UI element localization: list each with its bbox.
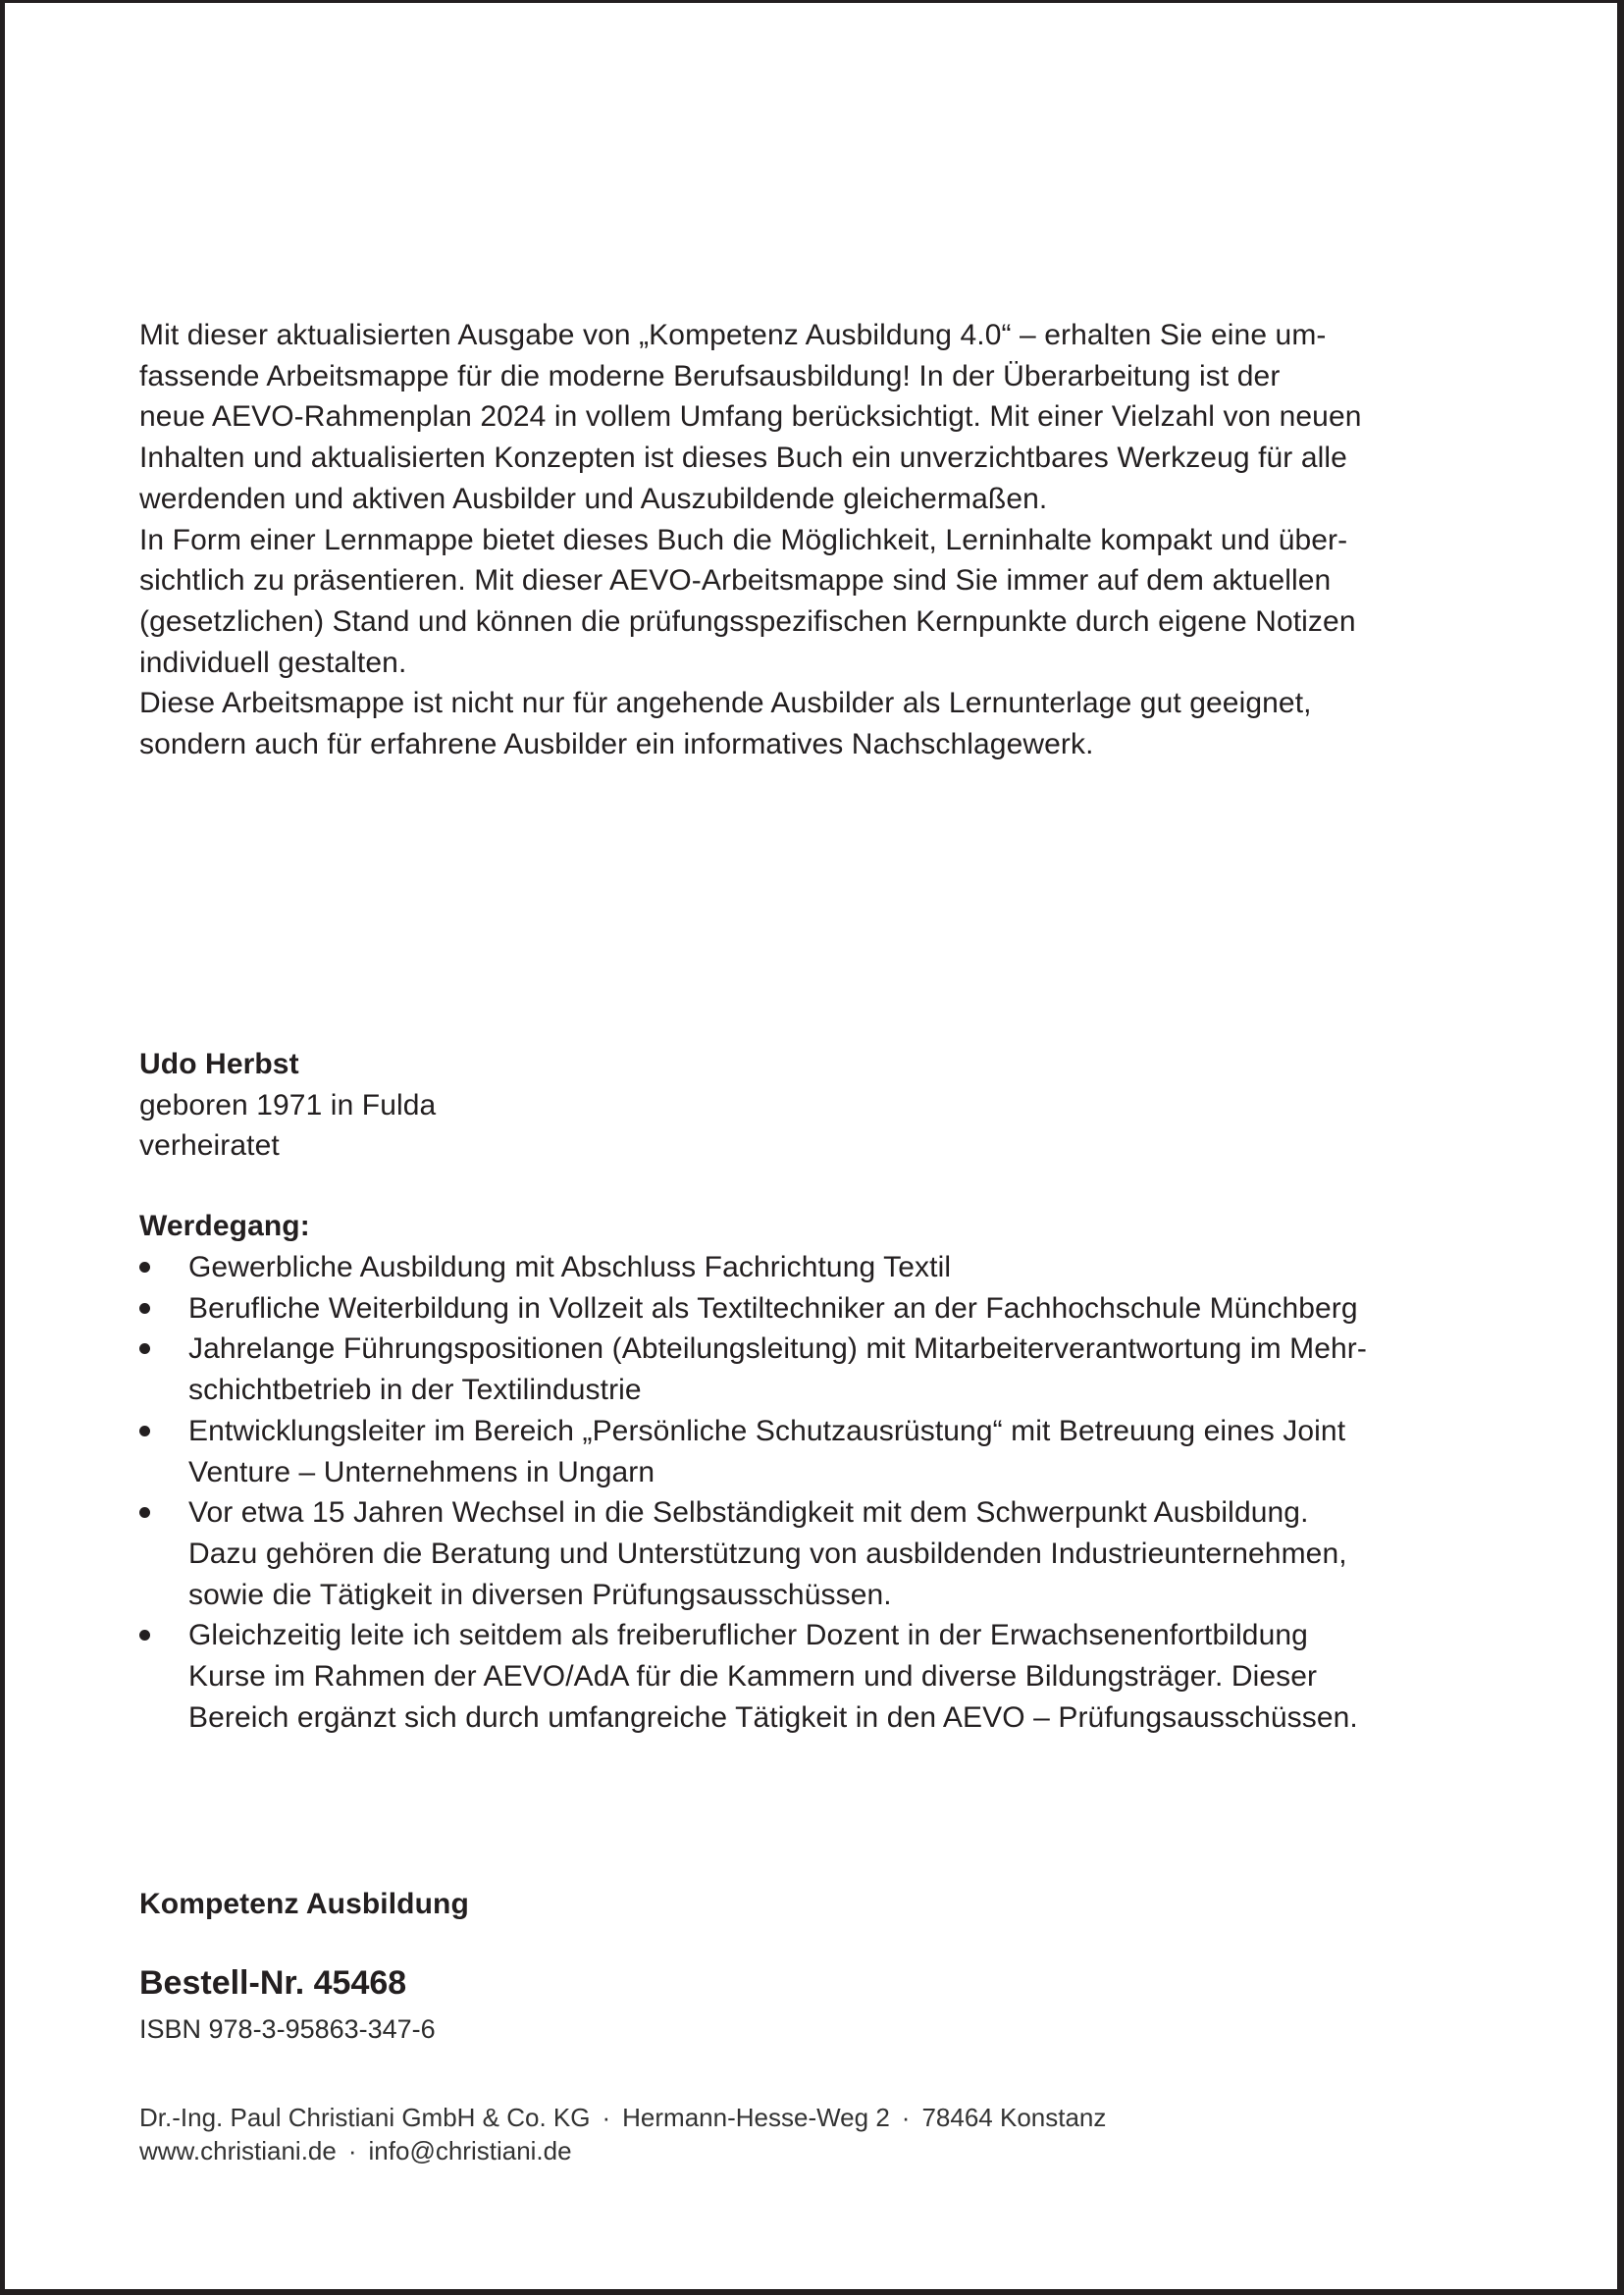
career-heading	[139, 1206, 310, 1247]
list-item-line: schichtbetrieb in der Textilindustrie	[188, 1374, 642, 1407]
bullet-icon	[139, 1262, 150, 1273]
list-item-line: Jahrelange Führungspositionen (Abteilungsleitung) mit Mitarbeiterverantwortung im Mehr-	[188, 1332, 1367, 1366]
list-item	[139, 1288, 1367, 1330]
list-item-line: Gewerbliche Ausbildung mit Abschluss Fachrichtung Textil	[188, 1251, 952, 1283]
intro-line: (gesetzlichen) Stand und können die prüfungsspezifischen Kernpunkte durch eigene Notizen	[139, 604, 1356, 638]
author-marital-status: verheiratet	[139, 1129, 280, 1163]
publisher-footer	[139, 2101, 1106, 2167]
bullet-icon	[139, 1426, 150, 1436]
list-item-line: Gleichzeitig leite ich seitdem als freiberuflicher Dozent in der Erwachsenenfortbildung	[188, 1619, 1308, 1652]
publisher-city: 78464 Konstanz	[921, 2103, 1107, 2132]
intro-line: sichtlich zu präsentieren. Mit dieser AEVO-Arbeitsmappe sind Sie immer auf dem aktuellen	[139, 564, 1332, 598]
list-item-line: Vor etwa 15 Jahren Wechsel in die Selbständigkeit mit dem Schwerpunkt Ausbildung.	[188, 1496, 1309, 1530]
author-born: geboren 1971 in Fulda	[139, 1088, 437, 1121]
author-info	[139, 1044, 436, 1167]
intro-line: sondern auch für erfahrene Ausbilder ein informatives Nachschlagewerk.	[139, 728, 1094, 761]
bullet-icon	[139, 1630, 150, 1641]
separator-dot: ·	[901, 2103, 911, 2132]
intro-line: fassende Arbeitsmappe für die moderne Berufsausbildung! In der Überarbeitung ist der	[139, 359, 1281, 392]
intro-line: werdenden und aktiven Ausbilder und Auszubildende gleichermaßen.	[139, 482, 1048, 515]
list-item-line: Kurse im Rahmen der AEVO/AdA für die Kammern und diverse Bildungsträger. Dieser	[188, 1660, 1318, 1694]
list-item-line: Entwicklungsleiter im Bereich „Persönliche Schutzausrüstung“ mit Betreuung eines Joint	[188, 1414, 1346, 1447]
list-item	[139, 1492, 1367, 1615]
list-item	[139, 1615, 1367, 1738]
separator-dot: ·	[602, 2103, 611, 2132]
intro-line: Diese Arbeitsmappe ist nicht nur für angehende Ausbilder als Lernunterlage gut geeignet,	[139, 687, 1312, 720]
list-item	[139, 1329, 1367, 1410]
publisher-address-line	[139, 2101, 1106, 2134]
bullet-icon	[139, 1507, 150, 1518]
product-title	[139, 1884, 469, 1925]
intro-line: In Form einer Lernmappe bietet dieses Buch die Möglichkeit, Lerninhalte kompakt und über-	[139, 523, 1348, 556]
list-item-line: sowie die Tätigkeit in diversen Prüfungsausschüssen.	[188, 1578, 892, 1611]
order-number: Bestell-Nr. 45468	[139, 1964, 407, 2002]
publisher-street: Hermann-Hesse-Weg 2	[622, 2103, 890, 2132]
intro-line: individuell gestalten.	[139, 646, 407, 679]
career-heading-text: Werdegang:	[139, 1210, 310, 1242]
bullet-icon	[139, 1343, 150, 1354]
intro-line: Inhalten und aktualisierten Konzepten ist dieses Buch ein unverzichtbares Werkzeug für alle	[139, 442, 1347, 475]
list-item	[139, 1247, 1367, 1288]
isbn: ISBN 978-3-95863-347-6	[139, 2014, 436, 2044]
list-item-line: Bereich ergänzt sich durch umfangreiche Tätigkeit in den AEVO – Prüfungsausschüssen.	[188, 1700, 1358, 1734]
publisher-email-link[interactable]: info@christiani.de	[368, 2136, 572, 2165]
intro-line: neue AEVO-Rahmenplan 2024 in vollem Umfang berücksichtigt. Mit einer Vielzahl von neuen	[139, 400, 1362, 434]
publisher-contact-line	[139, 2134, 1106, 2167]
list-item	[139, 1411, 1367, 1492]
bullet-icon	[139, 1303, 150, 1314]
intro-text	[139, 315, 1362, 765]
intro-line: Mit dieser aktualisierten Ausgabe von „Kompetenz Ausbildung 4.0“ – erhalten Sie eine um-	[139, 319, 1327, 351]
author-name: Udo Herbst	[139, 1048, 299, 1080]
product-title-text: Kompetenz Ausbildung	[139, 1888, 469, 1920]
list-item-line: Venture – Unternehmens in Ungarn	[188, 1455, 655, 1488]
separator-dot: ·	[347, 2136, 357, 2165]
career-list	[139, 1247, 1367, 1738]
publisher-name: Dr.-Ing. Paul Christiani GmbH & Co. KG	[139, 2103, 591, 2132]
list-item-line: Dazu gehören die Beratung und Unterstützung von ausbildenden Industrieunternehmen,	[188, 1537, 1347, 1570]
list-item-line: Berufliche Weiterbildung in Vollzeit als Textiltechniker an der Fachhochschule Münchberg	[188, 1291, 1358, 1325]
publisher-website-link[interactable]: www.christiani.de	[139, 2136, 337, 2165]
